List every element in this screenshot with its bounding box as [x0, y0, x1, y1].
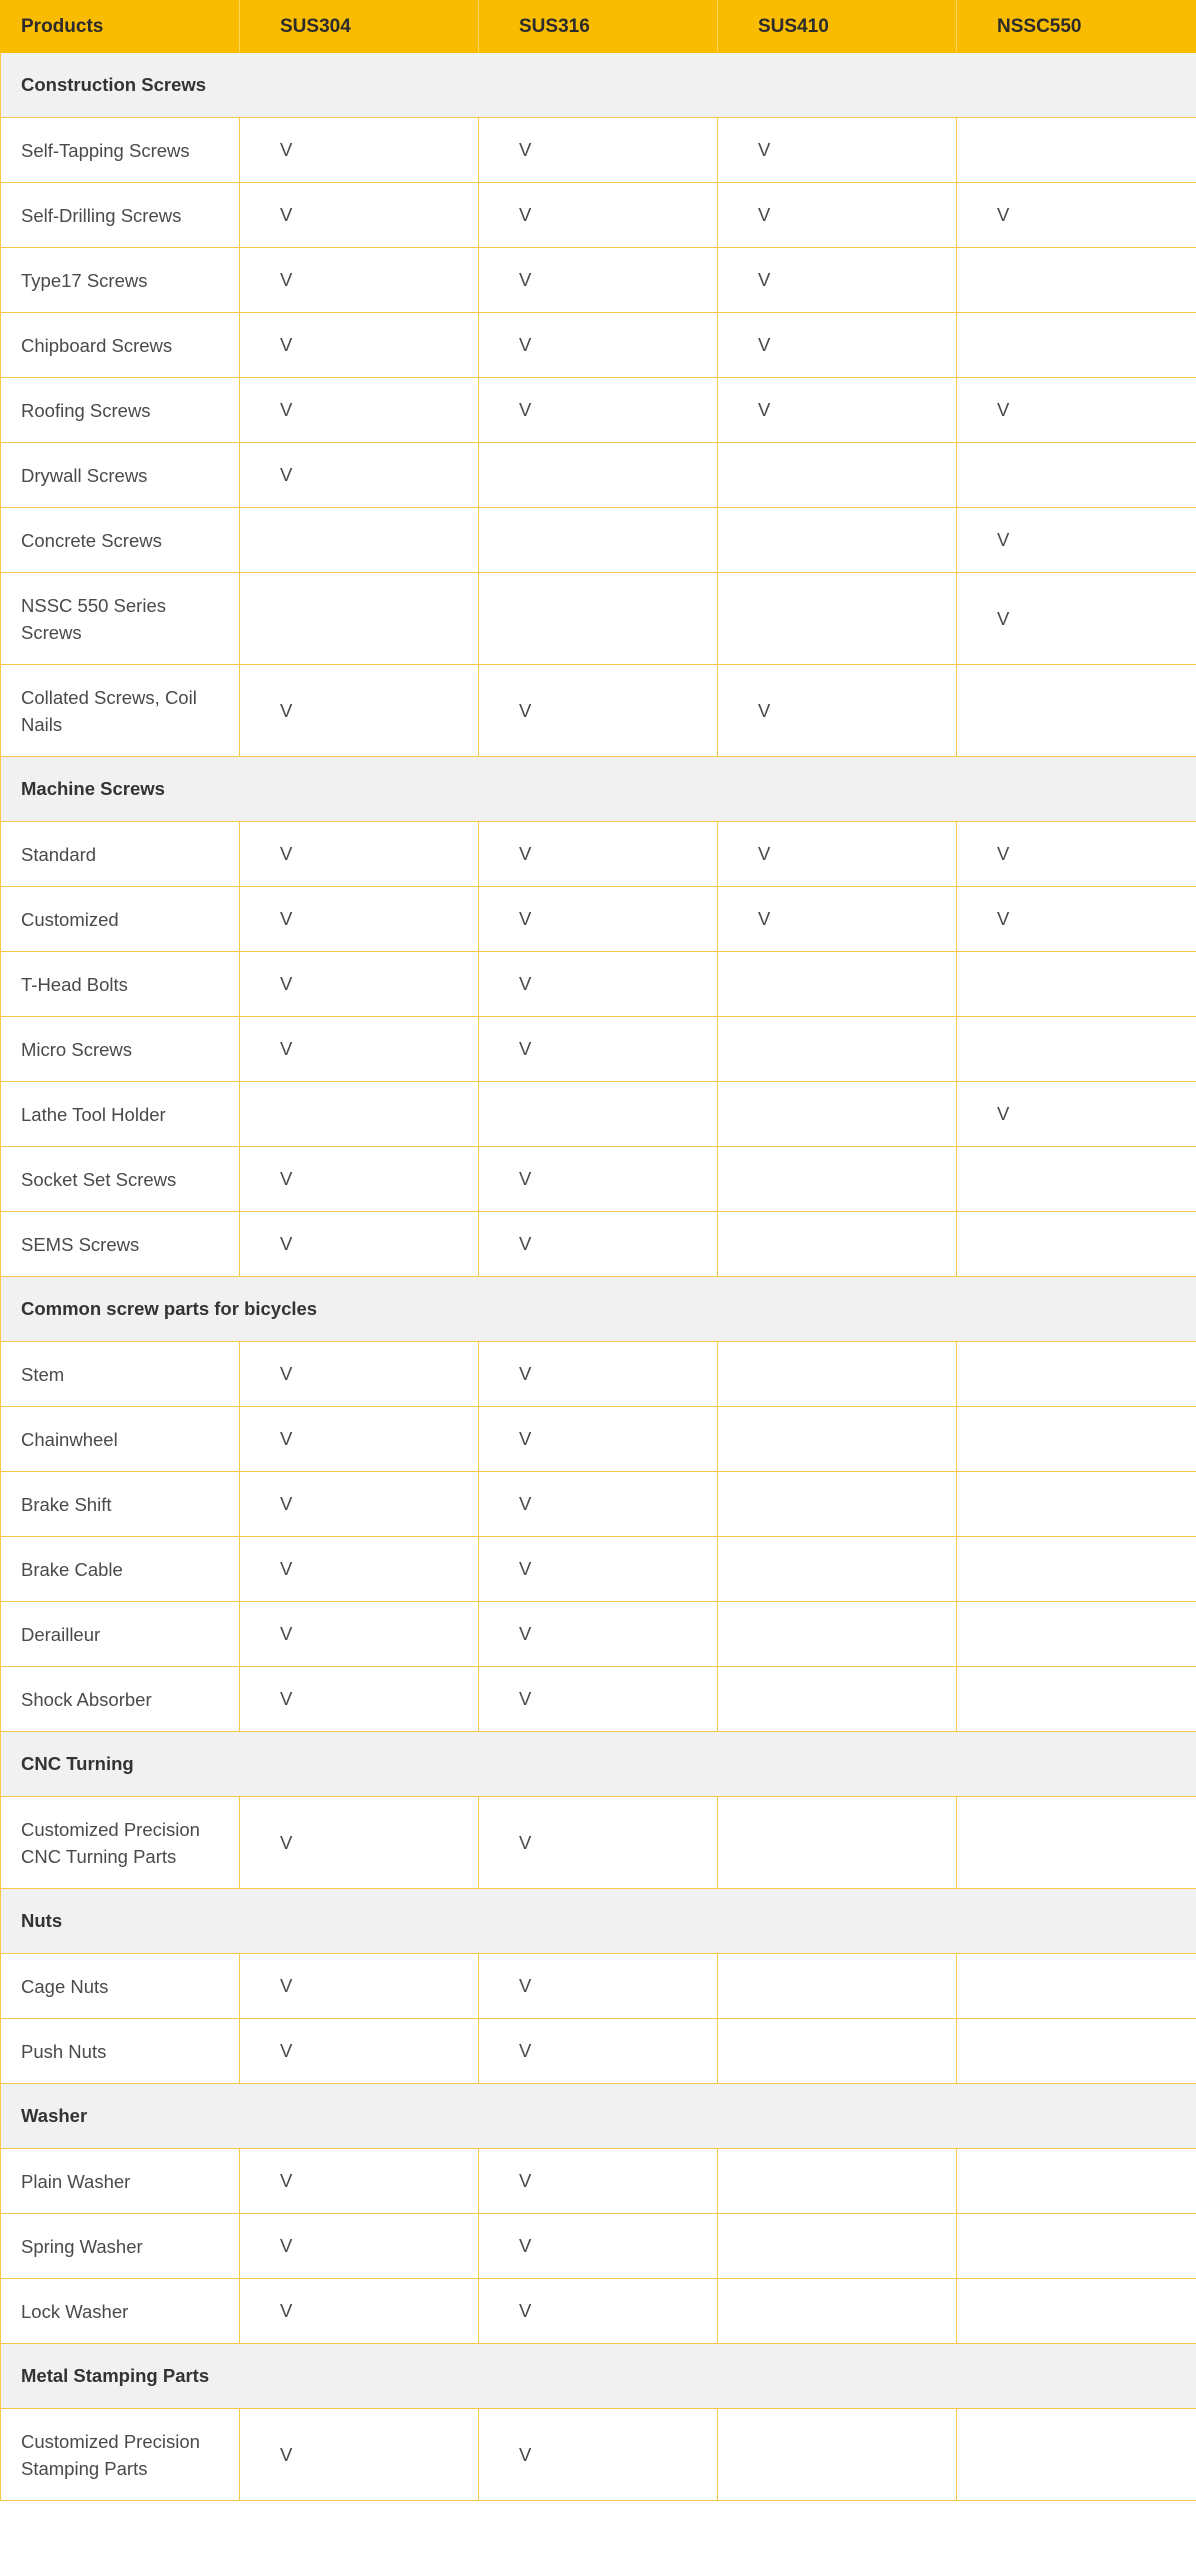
cell-sus316: V — [479, 2409, 718, 2501]
table-row — [1, 1082, 1196, 1147]
cell-nssc550: V — [957, 887, 1196, 952]
cell-sus316: V — [479, 2149, 718, 2214]
table-row — [1, 443, 1196, 508]
table-row — [1, 1212, 1196, 1277]
header-row — [1, 1, 1196, 53]
cell-sus410 — [718, 1407, 957, 1472]
table-row — [1, 1667, 1196, 1732]
cell-sus304 — [240, 508, 479, 573]
cell-nssc550 — [957, 1537, 1196, 1602]
cell-sus316 — [479, 573, 718, 665]
cell-sus304: V — [240, 1472, 479, 1537]
cell-sus304: V — [240, 183, 479, 248]
cell-sus304 — [240, 573, 479, 665]
cell-sus410 — [718, 2279, 957, 2344]
section-title: Common screw parts for bicycles — [1, 1277, 1196, 1342]
cell-sus316: V — [479, 1147, 718, 1212]
product-name: SEMS Screws — [1, 1212, 240, 1277]
cell-sus316: V — [479, 665, 718, 757]
cell-sus304: V — [240, 1147, 479, 1212]
cell-sus410 — [718, 1082, 957, 1147]
cell-nssc550 — [957, 1797, 1196, 1889]
cell-sus410 — [718, 508, 957, 573]
table-row — [1, 822, 1196, 887]
table-row — [1, 2279, 1196, 2344]
cell-sus316: V — [479, 1537, 718, 1602]
product-name: Customized — [1, 887, 240, 952]
cell-sus316: V — [479, 952, 718, 1017]
cell-sus316: V — [479, 1407, 718, 1472]
product-name: Collated Screws, Coil Nails — [1, 665, 240, 757]
cell-sus410 — [718, 952, 957, 1017]
cell-sus304: V — [240, 1537, 479, 1602]
cell-sus410: V — [718, 248, 957, 313]
cell-sus410 — [718, 1954, 957, 2019]
cell-sus410 — [718, 573, 957, 665]
product-name: Standard — [1, 822, 240, 887]
product-name: Cage Nuts — [1, 1954, 240, 2019]
table-row — [1, 2019, 1196, 2084]
cell-nssc550 — [957, 1407, 1196, 1472]
header-nssc550: NSSC550 — [957, 1, 1196, 53]
section-row — [1, 757, 1196, 822]
section-title: CNC Turning — [1, 1732, 1196, 1797]
product-name: Push Nuts — [1, 2019, 240, 2084]
product-name: Concrete Screws — [1, 508, 240, 573]
table-row — [1, 508, 1196, 573]
cell-sus410 — [718, 443, 957, 508]
product-name: NSSC 550 Series Screws — [1, 573, 240, 665]
product-name: Drywall Screws — [1, 443, 240, 508]
cell-sus316: V — [479, 1797, 718, 1889]
cell-sus316: V — [479, 313, 718, 378]
cell-nssc550: V — [957, 378, 1196, 443]
cell-sus304: V — [240, 2214, 479, 2279]
cell-sus316: V — [479, 118, 718, 183]
section-title: Construction Screws — [1, 53, 1196, 118]
section-title: Washer — [1, 2084, 1196, 2149]
cell-nssc550 — [957, 443, 1196, 508]
product-name: Brake Shift — [1, 1472, 240, 1537]
cell-sus304: V — [240, 2279, 479, 2344]
cell-sus304: V — [240, 1407, 479, 1472]
cell-sus410 — [718, 1017, 957, 1082]
cell-nssc550: V — [957, 183, 1196, 248]
cell-sus304: V — [240, 2409, 479, 2501]
cell-sus304: V — [240, 1667, 479, 1732]
cell-sus410 — [718, 1342, 957, 1407]
cell-nssc550 — [957, 1954, 1196, 2019]
header-sus304: SUS304 — [240, 1, 479, 53]
table-row — [1, 1602, 1196, 1667]
cell-nssc550 — [957, 118, 1196, 183]
header-sus410: SUS410 — [718, 1, 957, 53]
cell-sus304 — [240, 1082, 479, 1147]
section-row — [1, 1732, 1196, 1797]
cell-nssc550: V — [957, 573, 1196, 665]
product-name: T-Head Bolts — [1, 952, 240, 1017]
product-name: Customized Precision Stamping Parts — [1, 2409, 240, 2501]
product-name: Stem — [1, 1342, 240, 1407]
section-row — [1, 2084, 1196, 2149]
cell-nssc550 — [957, 1602, 1196, 1667]
cell-sus304: V — [240, 443, 479, 508]
cell-sus410 — [718, 1212, 957, 1277]
cell-nssc550 — [957, 1017, 1196, 1082]
cell-sus410: V — [718, 313, 957, 378]
cell-sus304: V — [240, 952, 479, 1017]
table-row — [1, 248, 1196, 313]
product-name: Socket Set Screws — [1, 1147, 240, 1212]
section-row — [1, 1889, 1196, 1954]
cell-nssc550 — [957, 2019, 1196, 2084]
cell-nssc550 — [957, 2279, 1196, 2344]
cell-sus304: V — [240, 2149, 479, 2214]
cell-sus304: V — [240, 1602, 479, 1667]
cell-sus316: V — [479, 1954, 718, 2019]
cell-nssc550 — [957, 665, 1196, 757]
cell-sus316: V — [479, 1602, 718, 1667]
cell-nssc550 — [957, 1667, 1196, 1732]
product-name: Chainwheel — [1, 1407, 240, 1472]
section-row — [1, 2344, 1196, 2409]
table-row — [1, 887, 1196, 952]
cell-sus304: V — [240, 665, 479, 757]
cell-nssc550: V — [957, 822, 1196, 887]
cell-nssc550 — [957, 952, 1196, 1017]
cell-sus316 — [479, 1082, 718, 1147]
cell-sus410 — [718, 1537, 957, 1602]
cell-nssc550 — [957, 2214, 1196, 2279]
table-row — [1, 313, 1196, 378]
cell-nssc550 — [957, 313, 1196, 378]
cell-sus410 — [718, 1797, 957, 1889]
cell-sus410 — [718, 2409, 957, 2501]
cell-sus304: V — [240, 2019, 479, 2084]
table-row — [1, 2149, 1196, 2214]
cell-sus316: V — [479, 1212, 718, 1277]
section-row — [1, 53, 1196, 118]
product-name: Micro Screws — [1, 1017, 240, 1082]
table-row — [1, 118, 1196, 183]
table-header — [1, 1, 1196, 53]
table-row — [1, 1342, 1196, 1407]
product-name: Brake Cable — [1, 1537, 240, 1602]
header-products: Products — [1, 1, 240, 53]
cell-nssc550 — [957, 2149, 1196, 2214]
table-row — [1, 183, 1196, 248]
cell-sus304: V — [240, 378, 479, 443]
table-row — [1, 378, 1196, 443]
cell-sus410: V — [718, 378, 957, 443]
cell-sus304: V — [240, 1342, 479, 1407]
cell-sus316: V — [479, 183, 718, 248]
cell-sus316: V — [479, 378, 718, 443]
cell-sus410: V — [718, 665, 957, 757]
product-name: Roofing Screws — [1, 378, 240, 443]
cell-sus316: V — [479, 887, 718, 952]
product-name: Plain Washer — [1, 2149, 240, 2214]
cell-nssc550 — [957, 1342, 1196, 1407]
cell-sus304: V — [240, 118, 479, 183]
cell-sus410 — [718, 1667, 957, 1732]
cell-sus304: V — [240, 887, 479, 952]
cell-sus410: V — [718, 822, 957, 887]
cell-sus316: V — [479, 2279, 718, 2344]
cell-sus410: V — [718, 183, 957, 248]
table-row — [1, 2214, 1196, 2279]
cell-sus410: V — [718, 887, 957, 952]
section-row — [1, 1277, 1196, 1342]
header-sus316: SUS316 — [479, 1, 718, 53]
product-name: Spring Washer — [1, 2214, 240, 2279]
section-title: Metal Stamping Parts — [1, 2344, 1196, 2409]
cell-nssc550: V — [957, 1082, 1196, 1147]
cell-sus316: V — [479, 1342, 718, 1407]
cell-nssc550 — [957, 2409, 1196, 2501]
table-row — [1, 952, 1196, 1017]
table-body — [1, 53, 1196, 2501]
cell-nssc550 — [957, 1212, 1196, 1277]
cell-sus410: V — [718, 118, 957, 183]
table-row — [1, 2409, 1196, 2501]
section-title: Nuts — [1, 1889, 1196, 1954]
cell-sus316: V — [479, 1017, 718, 1082]
cell-sus410 — [718, 2019, 957, 2084]
cell-nssc550 — [957, 1147, 1196, 1212]
cell-sus316: V — [479, 1667, 718, 1732]
cell-sus316 — [479, 443, 718, 508]
cell-sus304: V — [240, 313, 479, 378]
table-row — [1, 1017, 1196, 1082]
cell-sus316: V — [479, 248, 718, 313]
cell-sus410 — [718, 1147, 957, 1212]
product-name: Self-Tapping Screws — [1, 118, 240, 183]
product-name: Chipboard Screws — [1, 313, 240, 378]
product-name: Self-Drilling Screws — [1, 183, 240, 248]
table-row — [1, 1147, 1196, 1212]
product-name: Lock Washer — [1, 2279, 240, 2344]
product-name: Shock Absorber — [1, 1667, 240, 1732]
cell-sus304: V — [240, 1017, 479, 1082]
product-name: Customized Precision CNC Turning Parts — [1, 1797, 240, 1889]
cell-nssc550: V — [957, 508, 1196, 573]
section-title: Machine Screws — [1, 757, 1196, 822]
cell-sus316: V — [479, 1472, 718, 1537]
cell-sus410 — [718, 1472, 957, 1537]
cell-sus304: V — [240, 1797, 479, 1889]
cell-sus410 — [718, 1602, 957, 1667]
cell-nssc550 — [957, 1472, 1196, 1537]
table-row — [1, 573, 1196, 665]
product-name: Lathe Tool Holder — [1, 1082, 240, 1147]
cell-sus304: V — [240, 1212, 479, 1277]
cell-sus316 — [479, 508, 718, 573]
table-row — [1, 1797, 1196, 1889]
cell-sus316: V — [479, 822, 718, 887]
cell-sus410 — [718, 2214, 957, 2279]
table-row — [1, 1407, 1196, 1472]
cell-sus304: V — [240, 822, 479, 887]
cell-sus304: V — [240, 248, 479, 313]
product-name: Derailleur — [1, 1602, 240, 1667]
table-row — [1, 1537, 1196, 1602]
cell-nssc550 — [957, 248, 1196, 313]
product-name: Type17 Screws — [1, 248, 240, 313]
cell-sus304: V — [240, 1954, 479, 2019]
table-row — [1, 1954, 1196, 2019]
table-row — [1, 665, 1196, 757]
cell-sus316: V — [479, 2019, 718, 2084]
cell-sus316: V — [479, 2214, 718, 2279]
cell-sus410 — [718, 2149, 957, 2214]
table-row — [1, 1472, 1196, 1537]
